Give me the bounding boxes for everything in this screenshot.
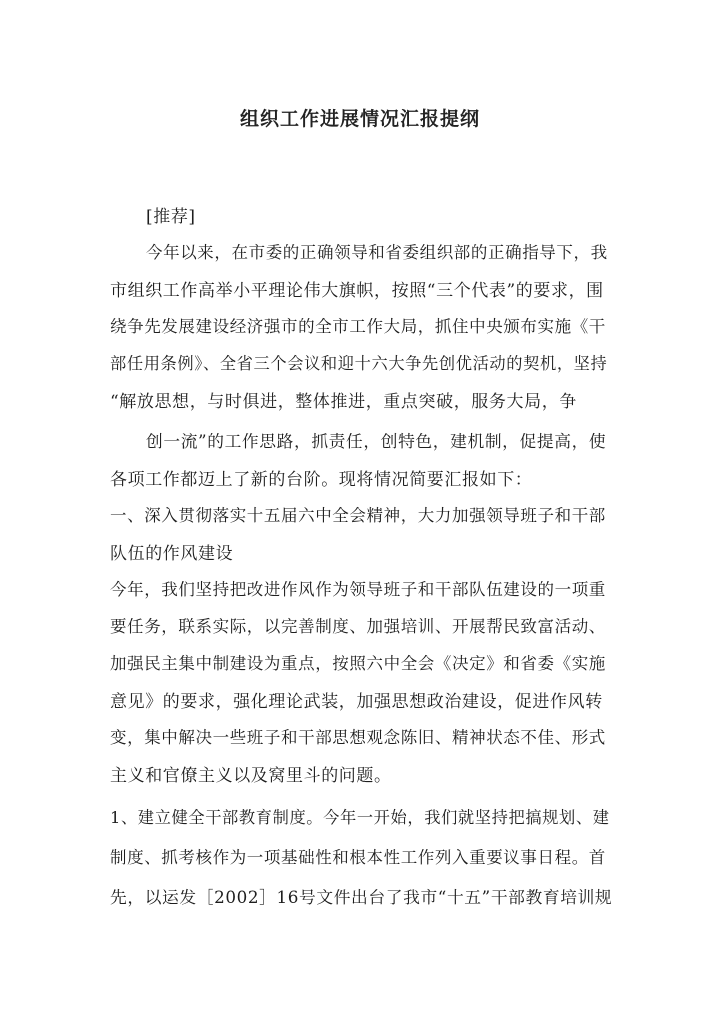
paragraph-line: “解放思想，与时俱进，整体推进，重点突破，服务大局，争 [110, 392, 577, 412]
paragraph-line: 意见》的要求，强化理论武装，加强思想政治建设，促进作风转 [110, 692, 603, 712]
paragraph-line: 市组织工作高举小平理论伟大旗帜，按照“三个代表”的要求，围 [110, 281, 604, 301]
section-heading: 队伍的作风建设 [110, 544, 234, 564]
paragraph-line: 先，以运发［2002］16号文件出台了我市“十五”干部教育培训规 [110, 887, 613, 907]
document-title: 组织工作进展情况汇报提纲 [239, 108, 480, 130]
paragraph-line: 制度、抓考核作为一项基础性和根本性工作列入重要议事日程。首 [110, 848, 606, 867]
paragraph-line: 各项工作都迈上了新的台阶。现将情况简要汇报如下： [110, 470, 533, 490]
paragraph-line: 今年，我们坚持把改进作风作为领导班子和干部队伍建设的一项重 [110, 580, 606, 599]
paragraph-line: 要任务，联系实际，以完善制度、加强培训、开展帮民致富活动、 [110, 617, 606, 636]
paragraph-line: 创一流”的工作思路，抓责任，创特色，建机制，促提高，使 [146, 431, 607, 451]
paragraph-line: 部任用条例》、全省三个会议和迎十六大争先创优活动的契机，坚持 [110, 354, 608, 373]
paragraph-line: 加强民主集中制建设为重点，按照六中全会《决定》和省委《实施 [110, 654, 606, 673]
subsection-line: 1、建立健全干部教育制度。今年一开始，我们就坚持把搞规划、建 [110, 808, 610, 827]
paragraph-line: 今年以来，在市委的正确领导和省委组织部的正确指导下，我 [146, 243, 608, 262]
section-heading: 一、深入贯彻落实十五届六中全会精神，大力加强领导班子和干部 [110, 506, 606, 525]
recommend-tag: [推荐] [146, 207, 196, 227]
paragraph-line: 主义和官僚主义以及窝里斗的问题。 [110, 766, 392, 786]
paragraph-line: 变，集中解决一些班子和干部思想观念陈旧、精神状态不佳、形式 [110, 728, 606, 747]
paragraph-line: 绕争先发展建设经济强市的全市工作大局，抓住中央颁布实施《干 [110, 317, 606, 336]
